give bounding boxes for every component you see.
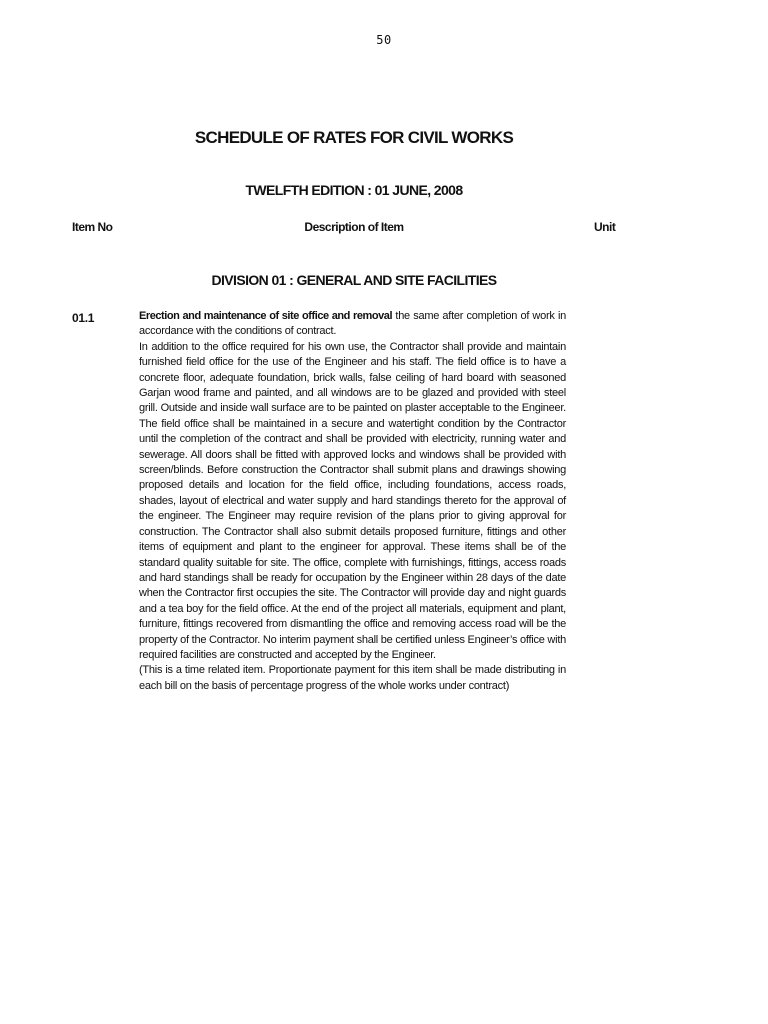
item-note: (This is a time related item. Proportionate payment for this item shall be made distributing in each bill on the basis of percentage progress of the whole works under contract): [139, 664, 566, 692]
item-intro: [139, 309, 566, 340]
item-description: [139, 309, 566, 694]
document-title: SCHEDULE OF RATES FOR CIVIL WORKS: [194, 128, 514, 147]
item-heading: Erection and maintenance of site office and removal: [139, 310, 393, 322]
division-title: DIVISION 01 : GENERAL AND SITE FACILITIES: [211, 272, 497, 288]
column-header-unit: Unit: [594, 220, 616, 234]
item-body-text: In addition to the office required for his own use, the Contractor shall provide and maintain furnished field office for the use of the Engineer and his staff. The field office is to have a concrete floor, adequate foundation, brick walls, false ceiling of hard board with seasoned Garjan wood frame and painted, and all windows are to be glazed and provided with steel grill. Outside and inside wall surface are to be painted on plaster acceptable to the Engineer. The field office shall be maintained in a secure and watertight condition by the Contractor until the completion of the contract and shall be provided with electricity, running water and sewerage. All doors shall be fitted with approved locks and windows shall be provided with screen/blinds. Before construction the Contractor shall submit plans and drawings showing proposed details and location for the field office, including foundations, access roads, shades, layout of electrical and water supply and hard standings thereto for the approval of the engineer. The Engineer may require revision of the plans prior to giving approval for construction. The Contractor shall also submit details proposed furniture, fittings and other items of equipment and plant to the engineer for approval. These items shall be of the standard quality suitable for site. The office, complete with furnishings, fittings, access roads and hard standings shall be ready for occupation by the Engineer within 28 days of the date when the Contractor first occupies the site. The Contractor will provide day and night guards and a tea boy for the field office. At the end of the project all materials, equipment and plant, furniture, fittings recovered from dismantling the office and removing access road will be the property of the Contractor. No interim payment shall be certified unless Engineer’s office with required facilities are constructed and accepted by the Engineer.: [139, 340, 566, 661]
column-header-item-no: Item No: [72, 220, 113, 234]
item-heading-continuation: the same after completion of work in accordance with the conditions of contract.: [139, 310, 566, 338]
document-edition: TWELFTH EDITION : 01 JUNE, 2008: [245, 182, 463, 198]
page-number: 50: [376, 33, 392, 47]
item-number: 01.1: [72, 311, 95, 325]
column-header-description: Description of Item: [304, 220, 404, 234]
